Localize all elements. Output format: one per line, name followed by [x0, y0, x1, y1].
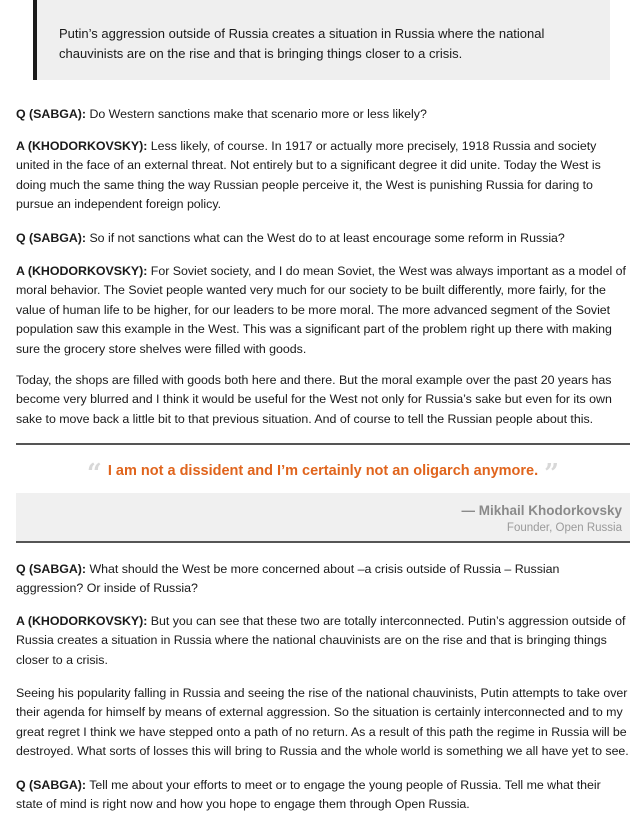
interview-paragraph [16, 371, 630, 429]
blockquote [33, 0, 610, 80]
paragraph-text: Less likely, of course. In 1917 or actually more precisely, 1918 Russia and society united in the face of an external threat. Not entirely but to a significant degree it did unite. Today the West is doing much the same thing the way Russian people perceive it, the West is punishing Russia for daring to pursue an independent foreign policy. [16, 139, 601, 212]
interview-paragraph [16, 612, 630, 670]
interview-paragraph [16, 229, 630, 248]
speaker-label: Q (SABGA): [16, 231, 87, 245]
speaker-label: A (KHODORKOVSKY): [16, 139, 148, 153]
interview-paragraph [16, 262, 630, 359]
interview-paragraph [16, 776, 630, 815]
pull-quote-attribution-title: Founder, Open Russia [506, 522, 622, 534]
speaker-label: Q (SABGA): [16, 562, 87, 576]
speaker-label: A (KHODORKOVSKY): [16, 264, 148, 278]
paragraph-text: But you can see that these two are totally interconnected. Putin’s aggression outside of Russia creates a situation in Russia where the national chauvinists are on the rise and that is bringing things closer to a crisis. [16, 614, 626, 667]
paragraph-text: So if not sanctions what can the West do to at least encourage some reform in Russia? [86, 231, 565, 245]
pull-quote-text: I am not a dissident and I’m certainly not an oligarch anymore. [107, 463, 539, 479]
paragraph-text: Today, the shops are filled with goods both here and there. But the moral example over the past 20 years has become very blurred and I think it would be useful for the West not only for Russia’s sake but even for its own sake to move back a little bit to that previous situation. And of course to tell the Russian people about this. [16, 373, 612, 426]
interview-paragraph [16, 560, 630, 599]
paragraph-text: Tell me about your efforts to meet or to engage the young people of Russia. Tell me what their state of mind is right now and how you hope to engage them through Open Russia. [16, 778, 601, 812]
speaker-label: A (KHODORKOVSKY): [16, 614, 148, 628]
pull-quote-line [16, 459, 630, 489]
paragraph-text: Seeing his popularity falling in Russia and seeing the rise of the national chauvinists, Putin attempts to take over their agenda for himself by means of external aggression. So the situation is certainly interconnected and to my great regret I think we have stepped onto a path of no return. As a result of this path the regime in Russia will be destroyed. What sorts of losses this will bring to Russia and the whole world is something we all have yet to see. [16, 686, 629, 759]
paragraph-text: Do Western sanctions make that scenario more or less likely? [86, 107, 427, 121]
speaker-label: Q (SABGA): [16, 107, 87, 121]
close-quote-icon: ” [544, 459, 560, 489]
pull-quote [16, 443, 630, 543]
blockquote-text: Putin’s aggression outside of Russia creates a situation in Russia where the national chauvinists are on the rise and that is bringing things closer to a crisis. [59, 26, 545, 61]
paragraph-text: What should the West be more concerned about –a crisis outside of Russia – Russian aggression? Or inside of Russia? [16, 562, 560, 596]
open-quote-icon: “ [86, 459, 102, 489]
interview-paragraph [16, 105, 630, 124]
speaker-label: Q (SABGA): [16, 778, 87, 792]
interview-paragraph [16, 137, 630, 215]
paragraph-text: For Soviet society, and I do mean Soviet, the West was always important as a model of moral behavior. The Soviet people wanted very much for our society to be built differently, more fairly, for the value of human life to be higher, for our leaders to be more moral. The more advanced segment of the Soviet population saw this example in the West. This was a significant part of the problem right up there with making sure the grocery store shelves were filled with goods. [16, 264, 626, 356]
pull-quote-attribution-name: — Mikhail Khodorkovsky [461, 503, 622, 518]
interview-paragraph [16, 684, 630, 762]
